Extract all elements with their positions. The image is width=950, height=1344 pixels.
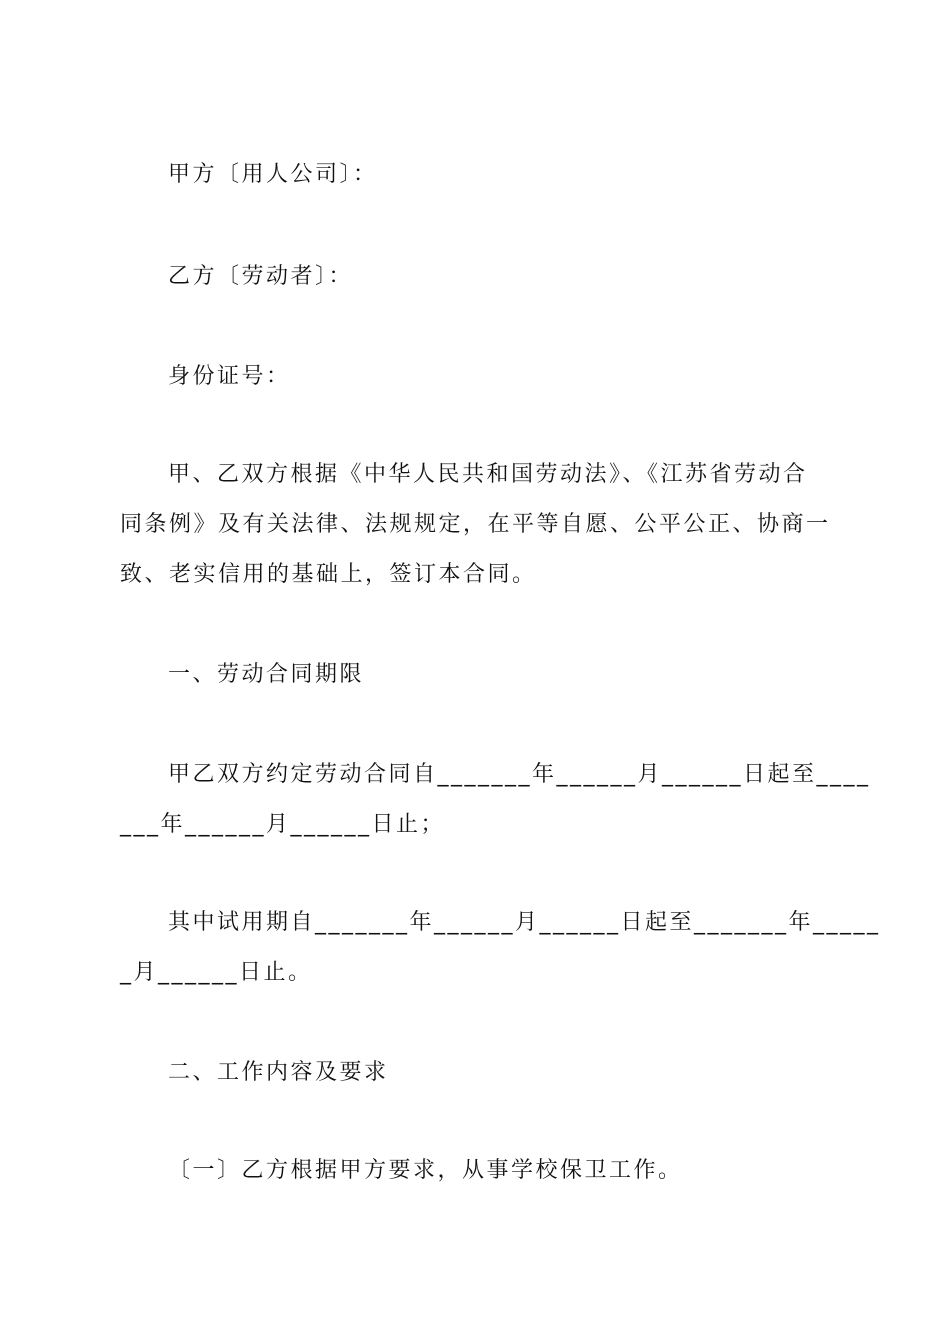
intro-paragraph-line-3: 致、老实信用的基础上，签订本合同。 [120, 562, 537, 587]
party-a-line: 甲方〔用人公司〕： [168, 162, 378, 187]
contract-term-line-1: 甲乙双方约定劳动合同自_______年______月______日起至____ [168, 762, 871, 787]
intro-paragraph-line-2: 同条例》及有关法律、法规规定，在平等自愿、公平公正、协商一 [120, 512, 831, 537]
section-2-heading: 二、工作内容及要求 [168, 1060, 389, 1085]
work-item-1: 〔一〕乙方根据甲方要求，从事学校保卫工作。 [168, 1158, 683, 1183]
id-number-line: 身份证号： [168, 364, 291, 389]
section-1-heading: 一、劳动合同期限 [168, 662, 365, 687]
probation-line-1: 其中试用期自_______年______月______日起至_______年_____ [168, 910, 881, 935]
party-b-line: 乙方〔劳动者〕： [168, 264, 354, 289]
intro-paragraph-line-1: 甲、乙双方根据《中华人民共和国劳动法》、《江苏省劳动合 [168, 462, 808, 487]
contract-term-line-2: ___年______月______日止； [120, 812, 446, 837]
probation-line-2: _月______日止。 [120, 960, 313, 985]
